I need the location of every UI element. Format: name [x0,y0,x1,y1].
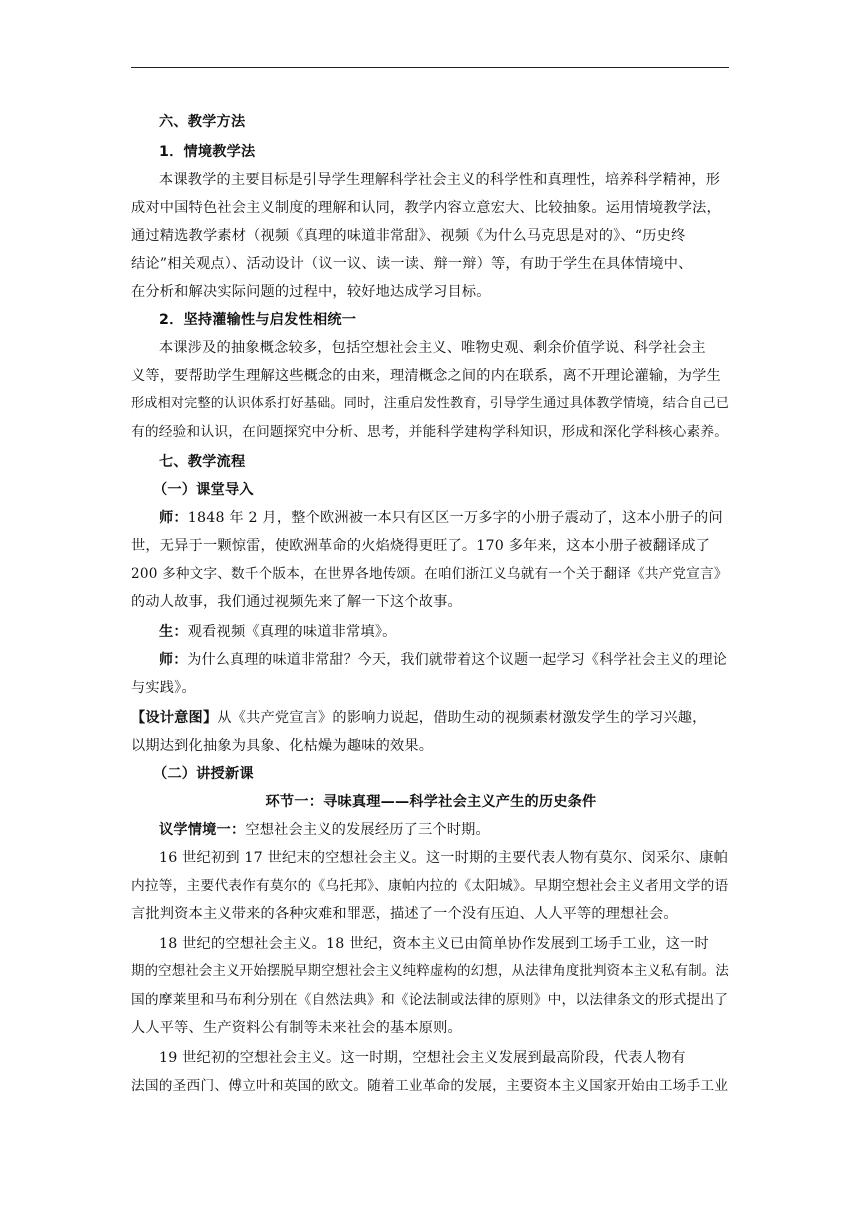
paragraph-line: 世，无异于一颗惊雷，使欧洲革命的火焰烧得更旺了。170 多年来，这本小册子被翻译成了 [131,538,711,554]
line-text: 1848 年 2 月，整个欧洲被一本只有区区一万多字的小册子震动了，这本小册子的问 [187,510,723,526]
section-heading: （一）课堂导入 [153,482,254,498]
line-text: 观看视频《真理的味道非常填》。 [187,624,397,640]
paragraph-line: 国的摩莱里和马布利分别在《自然法典》和《论法制或法律的原则》中，以法律条文的形式提出了 [131,992,729,1008]
paragraph-line [159,622,397,642]
paragraph-line [159,508,723,528]
paragraph-line: 成对中国特色社会主义制度的理解和认同，教学内容立意宏大、比较抽象。运用情境教学法， [131,200,721,216]
speaker-label: 议学情境一： [159,822,246,838]
section-heading: 1．情境教学法 [159,144,256,160]
header-rule [131,67,729,68]
paragraph-line: 言批判资本主义带来的各种灾难和罪恶，描述了一个没有压迫、人人平等的理想社会。 [131,906,678,922]
section-heading: 2．坚持灌输性与启发性相统一 [159,312,357,328]
section-heading: （二）讲授新课 [153,766,254,782]
speaker-label: 师： [159,652,188,668]
paragraph-line: 人人平等、生产资料公有制等未来社会的基本原则。 [131,1020,462,1036]
paragraph-line: 法国的圣西门、傅立叶和英国的欧文。随着工业革命的发展，主要资本主义国家开始由工场手工业 [131,1078,729,1094]
speaker-label: 【设计意图】 [131,710,218,726]
paragraph-line: 本课涉及的抽象概念较多，包括空想社会主义、唯物史观、剩余价值学说、科学社会主 [159,340,706,356]
line-text: 空想社会主义的发展经历了三个时期。 [245,822,490,838]
paragraph-line: 通过精选教学素材（视频《真理的味道非常甜》、视频《为什么马克思是对的》、“历史终 [131,228,686,244]
paragraph-line [131,708,707,728]
section-heading: 环节一：寻味真理——科学社会主义产生的历史条件 [265,794,597,810]
paragraph-line: 内拉等，主要代表作有莫尔的《乌托邦》、康帕内拉的《太阳城》。早期空想社会主义者用文学的语 [131,878,729,894]
section-heading: 六、教学方法 [159,114,246,130]
speaker-label: 生： [159,624,188,640]
paragraph-line: 在分析和解决实际问题的过程中，较好地达成学习目标。 [131,284,491,300]
paragraph-line: 形成相对完整的认识体系打好基础。同时，注重启发性教育，引导学生通过具体教学情境，结合自己已 [131,396,730,411]
paragraph-line: 19 世纪初的空想社会主义。这一时期，空想社会主义发展到最高阶段，代表人物有 [159,1050,686,1066]
paragraph-line: 有的经验和认识，在问题探究中分析、思考，并能科学建构学科知识，形成和深化学科核心素养。 [131,424,729,440]
paragraph-line: 本课教学的主要目标是引导学生理解科学社会主义的科学性和真理性，培养科学精神，形 [159,172,721,188]
paragraph-line: 与实践》。 [131,680,196,696]
paragraph-line: 的动人故事，我们通过视频先来了解一下这个故事。 [131,594,462,610]
paragraph-line: 期的空想社会主义开始摆脱早期空想社会主义纯粹虚构的幻想，从法律角度批判资本主义私有制。法 [131,964,729,979]
line-text: 为什么真理的味道非常甜？今天，我们就带着这个议题一起学习《科学社会主义的理论 [187,652,728,668]
line-text: 从《共产党宣言》的影响力说起，借助生动的视频素材激发学生的学习兴趣， [217,710,707,726]
speaker-label: 师： [159,510,188,526]
paragraph-line: 16 世纪初到 17 世纪末的空想社会主义。这一时期的主要代表人物有莫尔、闵采尔、康帕 [159,850,728,866]
paragraph-line [159,650,727,670]
section-heading: 七、教学流程 [159,454,246,470]
paragraph-line: 以期达到化抽象为具象、化枯燥为趣味的效果。 [131,738,434,754]
paragraph-line: 200 多种文字、数千个版本，在世界各地传颂。在咱们浙江义乌就有一个关于翻译《共产党宣言》 [131,566,728,582]
paragraph-line: 18 世纪的空想社会主义。18 世纪，资本主义已由简单协作发展到工场手工业，这一时 [159,936,709,952]
paragraph-line: 结论”相关观点）、活动设计（议一议、读一读、辩一辩）等，有助于学生在具体情境中、 [131,256,693,272]
paragraph-line: 义等，要帮助学生理解这些概念的由来，理清概念之间的内在联系，离不开理论灌输，为学生 [131,368,721,384]
paragraph-line [159,820,490,840]
